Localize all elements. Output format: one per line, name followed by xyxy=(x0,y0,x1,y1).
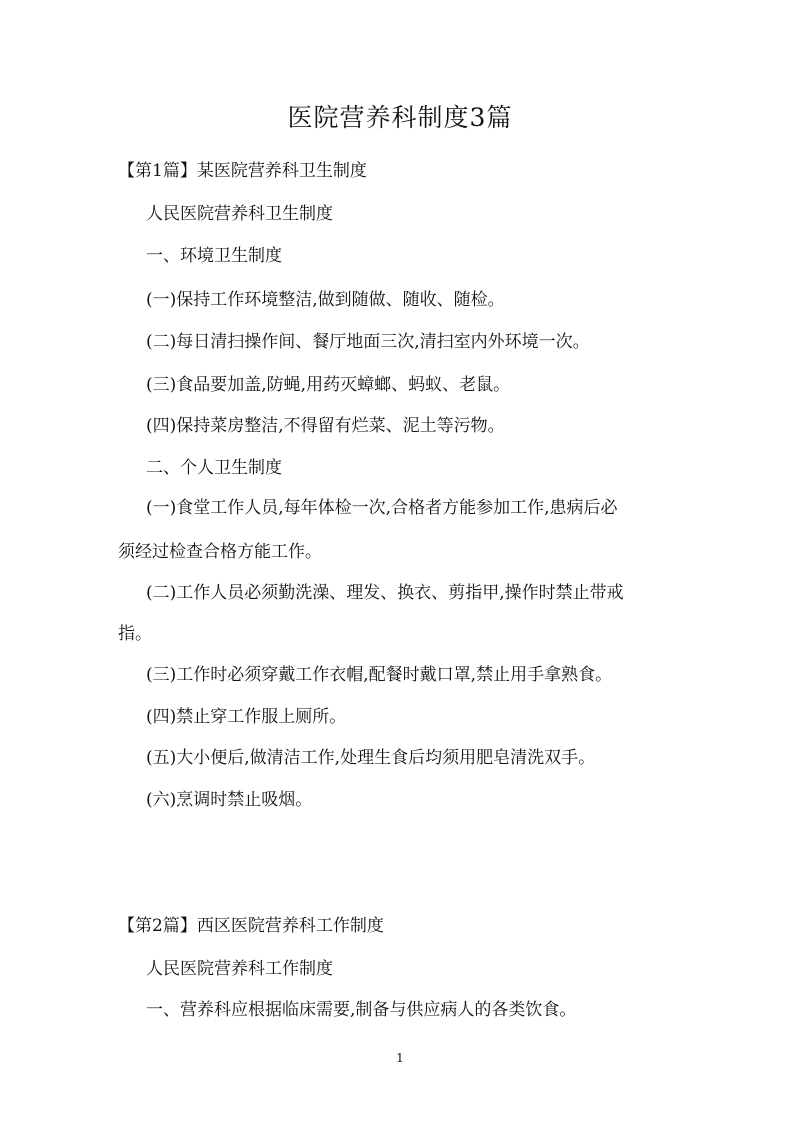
paragraph: (五)大小便后,做清洁工作,处理生食后均须用肥皂清洗双手。 xyxy=(146,748,596,768)
paragraph: (六)烹调时禁止吸烟。 xyxy=(146,790,313,810)
paragraph: 二、个人卫生制度 xyxy=(146,458,282,478)
paragraph: (四)禁止穿工作服上厕所。 xyxy=(146,707,347,727)
paragraph: 一、营养科应根据临床需要,制备与供应病人的各类饮食。 xyxy=(146,1000,577,1020)
paragraph-continuation: 指。 xyxy=(118,624,152,644)
section-heading-1: 【第1篇】某医院营养科卫生制度 xyxy=(118,161,367,181)
paragraph: (一)食堂工作人员,每年体检一次,合格者方能参加工作,患病后必 xyxy=(146,498,618,518)
paragraph: (三)食品要加盖,防蝇,用药灭蟑螂、蚂蚁、老鼠。 xyxy=(146,375,511,395)
section-heading-2: 【第2篇】西区医院营养科工作制度 xyxy=(118,916,384,936)
paragraph: (四)保持菜房整洁,不得留有烂菜、泥土等污物。 xyxy=(146,416,505,436)
paragraph-continuation: 须经过检查合格方能工作。 xyxy=(118,542,322,562)
paragraph: (二)工作人员必须勤洗澡、理发、换衣、剪指甲,操作时禁止带戒 xyxy=(146,583,624,603)
paragraph: 一、环境卫生制度 xyxy=(146,246,282,266)
paragraph: (二)每日清扫操作间、餐厅地面三次,清扫室内外环境一次。 xyxy=(146,332,590,352)
paragraph: (一)保持工作环境整洁,做到随做、随收、随检。 xyxy=(146,290,505,310)
paragraph: (三)工作时必须穿戴工作衣帽,配餐时戴口罩,禁止用手拿熟食。 xyxy=(146,665,613,685)
subsection-title: 人民医院营养科卫生制度 xyxy=(146,204,333,224)
subsection-title: 人民医院营养科工作制度 xyxy=(146,959,333,979)
page-number: 1 xyxy=(396,1051,404,1065)
document-title: 医院营养科制度3篇 xyxy=(287,103,513,132)
